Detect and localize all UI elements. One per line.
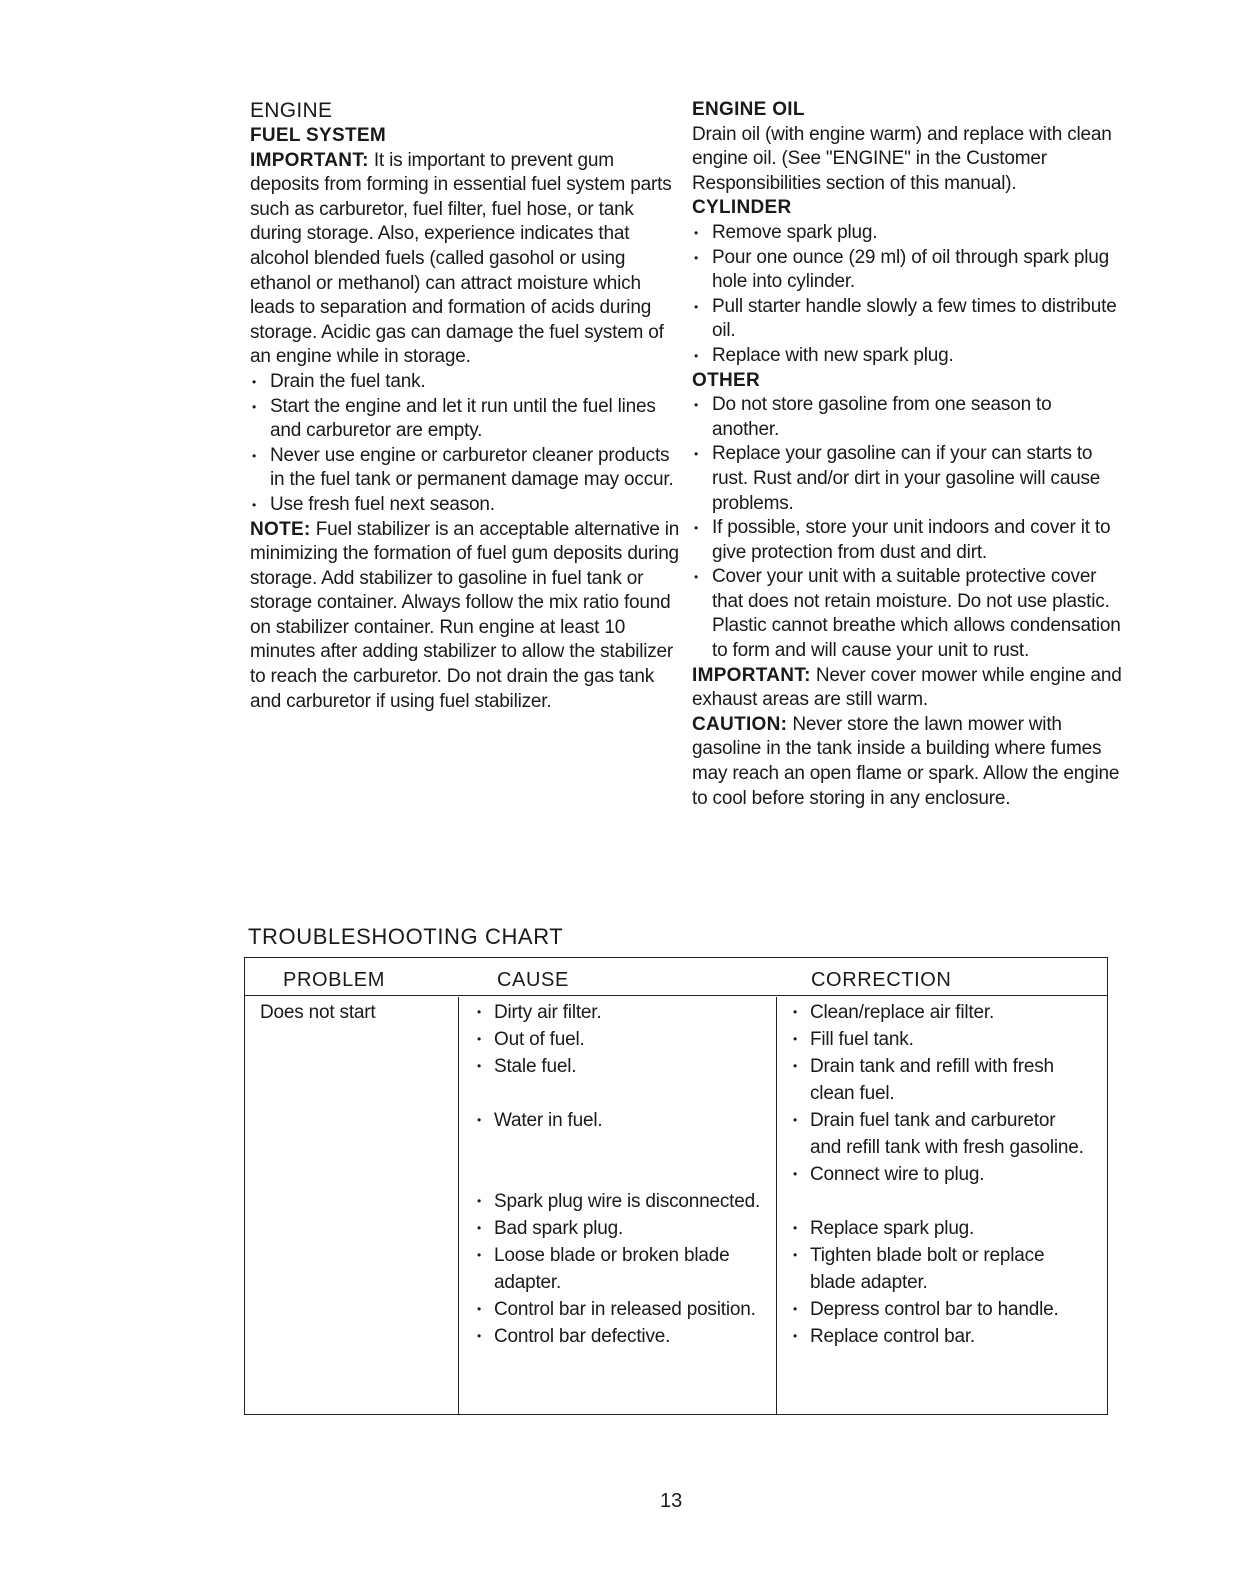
cause-item: • Dirty air filter.	[475, 999, 765, 1026]
cause-item: • Water in fuel.	[475, 1107, 765, 1134]
engine-heading: ENGINE	[250, 99, 333, 122]
correction-list	[791, 999, 1091, 1350]
correction-item: • Depress control bar to handle.	[791, 1296, 1091, 1323]
cause-header: CAUSE	[497, 969, 569, 991]
cause-item: • Out of fuel.	[475, 1026, 765, 1053]
correction-item: • Connect wire to plug.	[791, 1161, 1091, 1188]
other-heading: OTHER	[692, 369, 760, 391]
list-item: • If possible, store your unit indoors and cover it to give protection from dust and dirt.	[692, 516, 1122, 565]
note-paragraph	[250, 518, 680, 715]
cause-item: • Loose blade or broken blade adapter.	[475, 1242, 765, 1296]
note-label: NOTE:	[250, 518, 311, 540]
cause-item: • Control bar in released position.	[475, 1296, 765, 1323]
column-divider	[776, 997, 777, 1414]
correction-item: • Tighten blade bolt or replace blade adapter.	[791, 1242, 1091, 1296]
list-item: • Replace your gasoline can if your can starts to rust. Rust and/or dirt in your gasoline will cause problems.	[692, 442, 1122, 516]
list-item: • Never use engine or carburetor cleaner products in the fuel tank or permanent damage may occur.	[250, 444, 680, 493]
engine-oil-heading: ENGINE OIL	[692, 99, 805, 120]
fuel-bullet-list	[250, 370, 680, 518]
correction-item: • Fill fuel tank.	[791, 1026, 1091, 1053]
page-number: 13	[660, 1490, 683, 1512]
cause-item: • Bad spark plug.	[475, 1215, 765, 1242]
caution-label: CAUTION:	[692, 713, 788, 735]
fuel-important-paragraph	[250, 149, 680, 370]
correction-item: • Clean/replace air filter.	[791, 999, 1091, 1026]
caution-text: Never store the lawn mower with gasoline in the tank inside a building where fumes may reach an open flame or spark. Allow the engine to cool before storing in any enclosure.	[692, 713, 1120, 809]
note-text: Fuel stabilizer is an acceptable alternative in minimizing the formation of fuel gum deposits during storage. Add stabilizer to gasoline in fuel tank or storage container. Always follow the mix ratio found on stabilizer container. Run engine at least 10 minutes after adding stabilizer to allow the stabilizer to reach the carburetor. Do not drain the gas tank and carburetor if using fuel stabilizer.	[250, 518, 680, 712]
important-text: It is important to prevent gum deposits from forming in essential fuel system parts such as carburetor, fuel filter, fuel hose, or tank during storage. Also, experience indicates that alcohol blended fuels (called gasohol or using ethanol or methanol) can attract moisture which leads to separation and formation of acids during storage. Acidic gas can damage the fuel system of an engine while in storage.	[250, 149, 672, 368]
important-label: IMPORTANT:	[250, 149, 369, 171]
list-item: • Drain the fuel tank.	[250, 370, 680, 395]
problem-cell: Does not start	[260, 1002, 376, 1023]
table-header-row	[245, 958, 1107, 996]
important-label: IMPORTANT:	[692, 664, 811, 686]
correction-item: • Replace spark plug.	[791, 1215, 1091, 1242]
list-item: • Replace with new spark plug.	[692, 344, 1122, 369]
other-bullet-list	[692, 393, 1122, 664]
cause-item: • Control bar defective.	[475, 1323, 765, 1350]
correction-item: • Drain fuel tank and carburetor and refill tank with fresh gasoline.	[791, 1107, 1091, 1161]
list-item: • Use fresh fuel next season.	[250, 493, 680, 518]
engine-oil-text: Drain oil (with engine warm) and replace with clean engine oil. (See "ENGINE" in the Customer Responsibilities section of this manual).	[692, 123, 1112, 194]
list-item: • Start the engine and let it run until the fuel lines and carburetor are empty.	[250, 395, 680, 444]
correction-item: • Drain tank and refill with fresh clean fuel.	[791, 1053, 1091, 1107]
caution-paragraph	[692, 713, 1122, 811]
fuel-system-heading: FUEL SYSTEM	[250, 125, 386, 146]
cylinder-heading: CYLINDER	[692, 197, 792, 219]
correction-header: CORRECTION	[811, 969, 952, 991]
right-column	[692, 98, 1122, 811]
correction-item: • Replace control bar.	[791, 1323, 1091, 1350]
list-item: • Pour one ounce (29 ml) of oil through spark plug hole into cylinder.	[692, 246, 1122, 295]
list-item: • Remove spark plug.	[692, 221, 1122, 246]
problem-header: PROBLEM	[283, 969, 386, 991]
list-item: • Cover your unit with a suitable protective cover that does not retain moisture. Do not use plastic. Plastic cannot breathe which allows condensation to form and will cause your unit to rust.	[692, 565, 1122, 663]
cylinder-bullet-list	[692, 221, 1122, 369]
other-important-paragraph	[692, 664, 1122, 713]
list-item: • Do not store gasoline from one season to another.	[692, 393, 1122, 442]
cause-list	[475, 999, 765, 1350]
important-text: Never cover mower while engine and exhaust areas are still warm.	[692, 664, 1122, 711]
column-divider	[458, 997, 459, 1414]
cause-item: • Spark plug wire is disconnected.	[475, 1188, 765, 1215]
troubleshooting-table	[244, 957, 1108, 1415]
left-column	[250, 98, 680, 714]
list-item: • Pull starter handle slowly a few times to distribute oil.	[692, 295, 1122, 344]
cause-item: • Stale fuel.	[475, 1053, 765, 1080]
troubleshooting-title: TROUBLESHOOTING CHART	[248, 924, 564, 949]
